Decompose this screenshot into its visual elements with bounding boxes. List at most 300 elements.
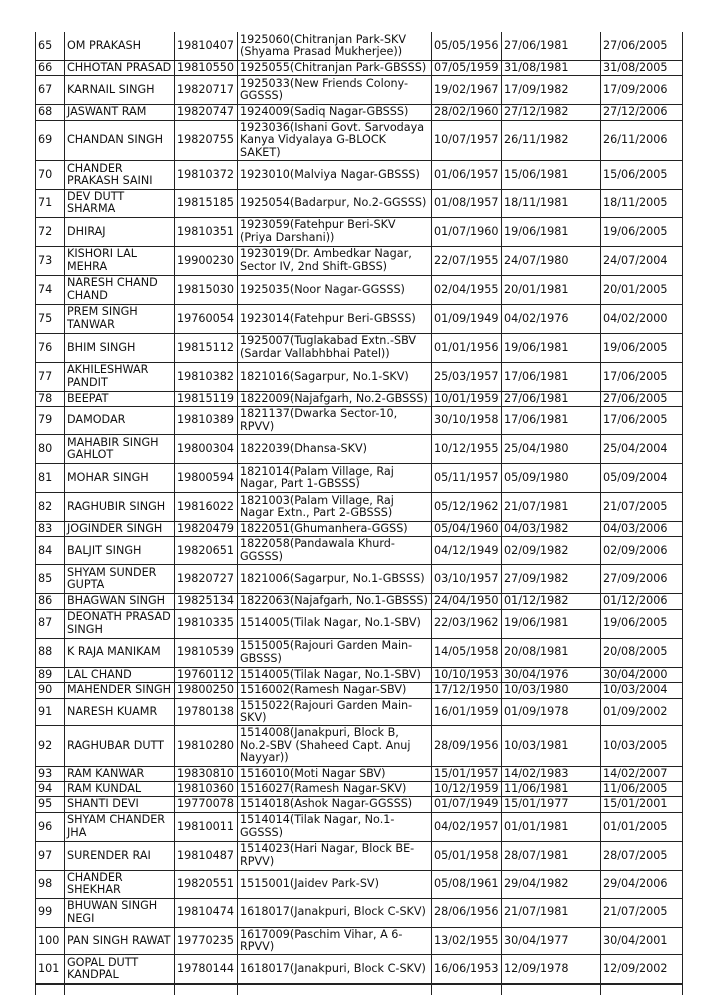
serial-number-cell: 70 [36, 161, 65, 190]
date-of-birth-cell: 14/05/1958 [432, 638, 502, 667]
date-of-joining-cell: 01/09/1978 [502, 698, 601, 726]
date-of-birth-cell: 10/10/1953 [432, 667, 502, 682]
date-of-completion-cell: 19/06/2005 [601, 609, 683, 638]
table-row [36, 217, 683, 246]
table-row [36, 955, 683, 985]
table-row [36, 161, 683, 190]
school-name-cell: 1925007(Tuglakabad Extn.-SBV (Sardar Vallabhbhai Patel)) [238, 333, 432, 362]
employee-name-cell: RAM KUNDAL [65, 781, 175, 796]
serial-number-cell: 101 [36, 955, 65, 985]
table-row [36, 464, 683, 493]
table-row [36, 537, 683, 565]
date-of-joining-cell: 21/07/1981 [502, 493, 601, 522]
serial-number-cell: 84 [36, 537, 65, 565]
school-name-cell: 1923019(Dr. Ambedkar Nagar, Sector IV, 2nd Shift-GBSS) [238, 246, 432, 275]
table-row [36, 120, 683, 160]
employee-name-cell: MAHENDER SINGH [65, 683, 175, 698]
document-page [35, 32, 682, 995]
employee-name-cell: CHANDER PRAKASH SAINI [65, 161, 175, 190]
school-name-cell: 1822009(Najafgarh, No.2-GBSSS) [238, 391, 432, 406]
date-of-completion-cell: 29/04/2006 [601, 870, 683, 898]
date-of-completion-cell: 30/04/2000 [601, 667, 683, 682]
date-of-completion-cell: 04/03/2006 [601, 522, 683, 537]
school-name-cell: 1514008(Janakpuri, Block B, No.2-SBV (Shaheed Capt. Anuj Nayyar)) [238, 726, 432, 766]
date-of-birth-cell: 10/12/1955 [432, 435, 502, 464]
employee-id-cell: 19820651 [175, 537, 238, 565]
date-of-completion-cell: 18/11/2005 [601, 190, 683, 218]
date-of-joining-cell: 28/07/1981 [502, 841, 601, 870]
school-name-cell: 1516027(Ramesh Nagar-SKV) [238, 781, 432, 796]
empty-cell [502, 984, 601, 995]
table-row [36, 493, 683, 522]
employee-name-cell: CHHOTAN PRASAD [65, 61, 175, 76]
date-of-joining-cell: 19/06/1981 [502, 609, 601, 638]
school-name-cell: 1822039(Dhansa-SKV) [238, 435, 432, 464]
serial-number-cell: 87 [36, 609, 65, 638]
serial-number-cell: 75 [36, 304, 65, 333]
employee-name-cell: DEV DUTT SHARMA [65, 190, 175, 218]
employee-name-cell: MAHABIR SINGH GAHLOT [65, 435, 175, 464]
employee-id-cell: 19820727 [175, 565, 238, 594]
employee-name-cell: LAL CHAND [65, 667, 175, 682]
table-row [36, 304, 683, 333]
employee-name-cell: KARNAIL SINGH [65, 76, 175, 105]
date-of-joining-cell: 01/01/1981 [502, 812, 601, 841]
employee-id-cell: 19825134 [175, 594, 238, 609]
table-row [36, 565, 683, 594]
date-of-birth-cell: 25/03/1957 [432, 362, 502, 391]
school-name-cell: 1514018(Ashok Nagar-GGSSS) [238, 797, 432, 812]
table-row [36, 61, 683, 76]
date-of-birth-cell: 30/10/1958 [432, 407, 502, 435]
school-name-cell: 1821137(Dwarka Sector-10, RPVV) [238, 407, 432, 435]
date-of-completion-cell: 19/06/2005 [601, 333, 683, 362]
serial-number-cell: 82 [36, 493, 65, 522]
table-row [36, 898, 683, 927]
employee-id-cell: 19810382 [175, 362, 238, 391]
school-name-cell: 1821006(Sagarpur, No.1-GBSSS) [238, 565, 432, 594]
date-of-joining-cell: 02/09/1982 [502, 537, 601, 565]
school-name-cell: 1516010(Moti Nagar SBV) [238, 766, 432, 781]
date-of-completion-cell: 19/06/2005 [601, 217, 683, 246]
school-name-cell: 1821016(Sagarpur, No.1-SKV) [238, 362, 432, 391]
date-of-birth-cell: 05/08/1961 [432, 870, 502, 898]
date-of-completion-cell: 01/01/2005 [601, 812, 683, 841]
table-row [36, 246, 683, 275]
school-name-cell: 1925060(Chitranjan Park-SKV (Shyama Prasad Mukherjee)) [238, 32, 432, 61]
date-of-joining-cell: 04/02/1976 [502, 304, 601, 333]
school-name-cell: 1618017(Janakpuri, Block C-SKV) [238, 955, 432, 985]
date-of-completion-cell: 24/07/2004 [601, 246, 683, 275]
employee-name-cell: K RAJA MANIKAM [65, 638, 175, 667]
employee-name-cell: BALJIT SINGH [65, 537, 175, 565]
date-of-joining-cell: 11/06/1981 [502, 781, 601, 796]
date-of-completion-cell: 14/02/2007 [601, 766, 683, 781]
serial-number-cell: 71 [36, 190, 65, 218]
date-of-joining-cell: 05/09/1980 [502, 464, 601, 493]
date-of-joining-cell: 31/08/1981 [502, 61, 601, 76]
date-of-birth-cell: 13/02/1955 [432, 927, 502, 955]
table-row [36, 667, 683, 682]
date-of-birth-cell: 05/04/1960 [432, 522, 502, 537]
date-of-joining-cell: 21/07/1981 [502, 898, 601, 927]
employee-name-cell: MOHAR SINGH [65, 464, 175, 493]
date-of-completion-cell: 30/04/2001 [601, 927, 683, 955]
employee-name-cell: CHANDER SHEKHAR [65, 870, 175, 898]
date-of-birth-cell: 15/01/1957 [432, 766, 502, 781]
serial-number-cell: 69 [36, 120, 65, 160]
date-of-joining-cell: 20/08/1981 [502, 638, 601, 667]
school-name-cell: 1925055(Chitranjan Park-GBSSS) [238, 61, 432, 76]
employee-id-cell: 19815030 [175, 275, 238, 304]
employee-name-cell: NARESH KUAMR [65, 698, 175, 726]
date-of-joining-cell: 29/04/1982 [502, 870, 601, 898]
employee-name-cell: DEONATH PRASAD SINGH [65, 609, 175, 638]
date-of-birth-cell: 02/04/1955 [432, 275, 502, 304]
date-of-joining-cell: 18/11/1981 [502, 190, 601, 218]
employee-name-cell: SHYAM CHANDER JHA [65, 812, 175, 841]
table-row [36, 435, 683, 464]
serial-number-cell: 81 [36, 464, 65, 493]
date-of-completion-cell: 15/01/2001 [601, 797, 683, 812]
employee-id-cell: 19810550 [175, 61, 238, 76]
school-name-cell: 1821014(Palam Village, Raj Nagar, Part 1-GBSSS) [238, 464, 432, 493]
date-of-birth-cell: 05/01/1958 [432, 841, 502, 870]
employee-name-cell: NARESH CHAND CHAND [65, 275, 175, 304]
date-of-birth-cell: 10/01/1959 [432, 391, 502, 406]
table-row [36, 275, 683, 304]
serial-number-cell: 72 [36, 217, 65, 246]
employee-name-cell: OM PRAKASH [65, 32, 175, 61]
date-of-completion-cell: 11/06/2005 [601, 781, 683, 796]
date-of-completion-cell: 26/11/2006 [601, 120, 683, 160]
employee-name-cell: KISHORI LAL MEHRA [65, 246, 175, 275]
date-of-joining-cell: 27/06/1981 [502, 391, 601, 406]
date-of-birth-cell: 05/12/1962 [432, 493, 502, 522]
employee-id-cell: 19800594 [175, 464, 238, 493]
serial-number-cell: 97 [36, 841, 65, 870]
date-of-birth-cell: 01/09/1949 [432, 304, 502, 333]
table-row [36, 870, 683, 898]
table-row [36, 609, 683, 638]
date-of-birth-cell: 07/05/1959 [432, 61, 502, 76]
date-of-joining-cell: 04/03/1982 [502, 522, 601, 537]
serial-number-cell: 100 [36, 927, 65, 955]
employee-name-cell: BHIM SINGH [65, 333, 175, 362]
date-of-completion-cell: 27/09/2006 [601, 565, 683, 594]
employee-id-cell: 19810539 [175, 638, 238, 667]
date-of-joining-cell: 19/06/1981 [502, 333, 601, 362]
serial-number-cell: 99 [36, 898, 65, 927]
date-of-completion-cell: 27/06/2005 [601, 32, 683, 61]
school-name-cell: 1923010(Malviya Nagar-GBSSS) [238, 161, 432, 190]
school-name-cell: 1925035(Noor Nagar-GGSSS) [238, 275, 432, 304]
school-name-cell: 1924009(Sadiq Nagar-GBSSS) [238, 105, 432, 120]
date-of-completion-cell: 04/02/2000 [601, 304, 683, 333]
school-name-cell: 1822051(Ghumanhera-GGSS) [238, 522, 432, 537]
date-of-joining-cell: 17/06/1981 [502, 362, 601, 391]
school-name-cell: 1821003(Palam Village, Raj Nagar Extn., Part 2-GBSSS) [238, 493, 432, 522]
date-of-joining-cell: 14/02/1983 [502, 766, 601, 781]
employee-id-cell: 19820479 [175, 522, 238, 537]
serial-number-cell: 68 [36, 105, 65, 120]
employee-id-cell: 19770078 [175, 797, 238, 812]
employee-id-cell: 19800304 [175, 435, 238, 464]
date-of-joining-cell: 27/06/1981 [502, 32, 601, 61]
employee-id-cell: 19810351 [175, 217, 238, 246]
empty-cell [65, 984, 175, 995]
employee-name-cell: JOGINDER SINGH [65, 522, 175, 537]
date-of-joining-cell: 20/01/1981 [502, 275, 601, 304]
serial-number-cell: 74 [36, 275, 65, 304]
date-of-birth-cell: 01/01/1956 [432, 333, 502, 362]
date-of-birth-cell: 22/03/1962 [432, 609, 502, 638]
employee-name-cell: GOPAL DUTT KANDPAL [65, 955, 175, 985]
table-row [36, 927, 683, 955]
serial-number-cell: 95 [36, 797, 65, 812]
employee-name-cell: SHYAM SUNDER GUPTA [65, 565, 175, 594]
date-of-completion-cell: 05/09/2004 [601, 464, 683, 493]
employee-id-cell: 19900230 [175, 246, 238, 275]
date-of-birth-cell: 05/05/1956 [432, 32, 502, 61]
employee-name-cell: AKHILESHWAR PANDIT [65, 362, 175, 391]
school-name-cell: 1923014(Fatehpur Beri-GBSSS) [238, 304, 432, 333]
date-of-birth-cell: 19/02/1967 [432, 76, 502, 105]
date-of-joining-cell: 12/09/1978 [502, 955, 601, 985]
empty-cell [238, 984, 432, 995]
date-of-completion-cell: 17/09/2006 [601, 76, 683, 105]
date-of-birth-cell: 01/07/1949 [432, 797, 502, 812]
date-of-joining-cell: 01/12/1982 [502, 594, 601, 609]
employee-name-cell: DHIRAJ [65, 217, 175, 246]
employee-id-cell: 19830810 [175, 766, 238, 781]
school-name-cell: 1617009(Paschim Vihar, A 6-RPVV) [238, 927, 432, 955]
serial-number-cell: 88 [36, 638, 65, 667]
table-row [36, 333, 683, 362]
date-of-completion-cell: 10/03/2005 [601, 726, 683, 766]
employee-name-cell: DAMODAR [65, 407, 175, 435]
employee-id-cell: 19810487 [175, 841, 238, 870]
employee-id-cell: 19820551 [175, 870, 238, 898]
date-of-joining-cell: 24/07/1980 [502, 246, 601, 275]
employee-table [35, 32, 683, 995]
school-name-cell: 1515001(Jaidev Park-SV) [238, 870, 432, 898]
date-of-completion-cell: 28/07/2005 [601, 841, 683, 870]
school-name-cell: 1923036(Ishani Govt. Sarvodaya Kanya Vidyalaya G-BLOCK SAKET) [238, 120, 432, 160]
school-name-cell: 1515022(Rajouri Garden Main-SKV) [238, 698, 432, 726]
serial-number-cell: 65 [36, 32, 65, 61]
employee-id-cell: 19816022 [175, 493, 238, 522]
school-name-cell: 1618017(Janakpuri, Block C-SKV) [238, 898, 432, 927]
employee-id-cell: 19760054 [175, 304, 238, 333]
serial-number-cell: 67 [36, 76, 65, 105]
table-row-continuation [36, 984, 683, 995]
date-of-birth-cell: 01/06/1957 [432, 161, 502, 190]
table-row [36, 391, 683, 406]
employee-id-cell: 19815112 [175, 333, 238, 362]
date-of-birth-cell: 16/01/1959 [432, 698, 502, 726]
employee-id-cell: 19780144 [175, 955, 238, 985]
school-name-cell: 1514005(Tilak Nagar, No.1-SBV) [238, 667, 432, 682]
table-row [36, 726, 683, 766]
employee-id-cell: 19800250 [175, 683, 238, 698]
date-of-birth-cell: 17/12/1950 [432, 683, 502, 698]
serial-number-cell: 93 [36, 766, 65, 781]
employee-id-cell: 19815119 [175, 391, 238, 406]
table-row [36, 812, 683, 841]
employee-id-cell: 19810280 [175, 726, 238, 766]
serial-number-cell: 76 [36, 333, 65, 362]
serial-number-cell: 90 [36, 683, 65, 698]
date-of-completion-cell: 17/06/2005 [601, 362, 683, 391]
serial-number-cell: 91 [36, 698, 65, 726]
date-of-joining-cell: 19/06/1981 [502, 217, 601, 246]
date-of-completion-cell: 01/12/2006 [601, 594, 683, 609]
school-name-cell: 1925033(New Friends Colony-GGSSS) [238, 76, 432, 105]
serial-number-cell: 77 [36, 362, 65, 391]
date-of-completion-cell: 02/09/2006 [601, 537, 683, 565]
table-row [36, 698, 683, 726]
empty-cell [601, 984, 683, 995]
date-of-completion-cell: 21/07/2005 [601, 493, 683, 522]
employee-id-cell: 19810335 [175, 609, 238, 638]
table-row [36, 362, 683, 391]
school-name-cell: 1516002(Ramesh Nagar-SBV) [238, 683, 432, 698]
date-of-joining-cell: 26/11/1982 [502, 120, 601, 160]
date-of-completion-cell: 27/12/2006 [601, 105, 683, 120]
school-name-cell: 1515005(Rajouri Garden Main-GBSSS) [238, 638, 432, 667]
date-of-birth-cell: 03/10/1957 [432, 565, 502, 594]
date-of-joining-cell: 30/04/1977 [502, 927, 601, 955]
employee-name-cell: BHUWAN SINGH NEGI [65, 898, 175, 927]
serial-number-cell: 79 [36, 407, 65, 435]
employee-name-cell: RAM KANWAR [65, 766, 175, 781]
date-of-completion-cell: 15/06/2005 [601, 161, 683, 190]
date-of-joining-cell: 10/03/1980 [502, 683, 601, 698]
employee-id-cell: 19820747 [175, 105, 238, 120]
school-name-cell: 1514014(Tilak Nagar, No.1-GGSSS) [238, 812, 432, 841]
school-name-cell: 1514005(Tilak Nagar, No.1-SBV) [238, 609, 432, 638]
date-of-birth-cell: 28/02/1960 [432, 105, 502, 120]
employee-id-cell: 19810407 [175, 32, 238, 61]
date-of-completion-cell: 31/08/2005 [601, 61, 683, 76]
employee-id-cell: 19760112 [175, 667, 238, 682]
table-row [36, 522, 683, 537]
date-of-joining-cell: 30/04/1976 [502, 667, 601, 682]
serial-number-cell: 92 [36, 726, 65, 766]
date-of-completion-cell: 12/09/2002 [601, 955, 683, 985]
date-of-joining-cell: 25/04/1980 [502, 435, 601, 464]
employee-name-cell: PAN SINGH RAWAT [65, 927, 175, 955]
employee-name-cell: SURENDER RAI [65, 841, 175, 870]
school-name-cell: 1925054(Badarpur, No.2-GGSSS) [238, 190, 432, 218]
table-row [36, 638, 683, 667]
employee-id-cell: 19810389 [175, 407, 238, 435]
employee-id-cell: 19810474 [175, 898, 238, 927]
date-of-completion-cell: 17/06/2005 [601, 407, 683, 435]
date-of-joining-cell: 27/09/1982 [502, 565, 601, 594]
date-of-birth-cell: 01/08/1957 [432, 190, 502, 218]
serial-number-cell: 98 [36, 870, 65, 898]
date-of-completion-cell: 10/03/2004 [601, 683, 683, 698]
employee-name-cell: BEEPAT [65, 391, 175, 406]
employee-id-cell: 19810011 [175, 812, 238, 841]
employee-name-cell: RAGHUBIR SINGH [65, 493, 175, 522]
serial-number-cell: 89 [36, 667, 65, 682]
employee-id-cell: 19820755 [175, 120, 238, 160]
date-of-completion-cell: 01/09/2002 [601, 698, 683, 726]
date-of-completion-cell: 21/07/2005 [601, 898, 683, 927]
serial-number-cell: 85 [36, 565, 65, 594]
date-of-completion-cell: 20/01/2005 [601, 275, 683, 304]
date-of-completion-cell: 20/08/2005 [601, 638, 683, 667]
table-row [36, 76, 683, 105]
table-row [36, 781, 683, 796]
date-of-birth-cell: 28/06/1956 [432, 898, 502, 927]
employee-name-cell: CHANDAN SINGH [65, 120, 175, 160]
table-row [36, 683, 683, 698]
date-of-birth-cell: 24/04/1950 [432, 594, 502, 609]
serial-number-cell: 73 [36, 246, 65, 275]
table-row [36, 190, 683, 218]
employee-id-cell: 19780138 [175, 698, 238, 726]
table-row [36, 105, 683, 120]
school-name-cell: 1822063(Najafgarh, No.1-GBSSS) [238, 594, 432, 609]
empty-cell [36, 984, 65, 995]
employee-id-cell: 19770235 [175, 927, 238, 955]
serial-number-cell: 96 [36, 812, 65, 841]
date-of-joining-cell: 15/01/1977 [502, 797, 601, 812]
date-of-birth-cell: 16/06/1953 [432, 955, 502, 985]
serial-number-cell: 80 [36, 435, 65, 464]
date-of-birth-cell: 05/11/1957 [432, 464, 502, 493]
empty-cell [432, 984, 502, 995]
date-of-birth-cell: 10/12/1959 [432, 781, 502, 796]
table-row [36, 797, 683, 812]
date-of-birth-cell: 22/07/1955 [432, 246, 502, 275]
employee-name-cell: SHANTI DEVI [65, 797, 175, 812]
employee-id-cell: 19810360 [175, 781, 238, 796]
empty-cell [175, 984, 238, 995]
school-name-cell: 1514023(Hari Nagar, Block BE-RPVV) [238, 841, 432, 870]
serial-number-cell: 66 [36, 61, 65, 76]
table-body [36, 32, 683, 995]
employee-name-cell: RAGHUBAR DUTT [65, 726, 175, 766]
date-of-completion-cell: 27/06/2005 [601, 391, 683, 406]
date-of-birth-cell: 28/09/1956 [432, 726, 502, 766]
date-of-joining-cell: 10/03/1981 [502, 726, 601, 766]
employee-name-cell: BHAGWAN SINGH [65, 594, 175, 609]
date-of-birth-cell: 04/12/1949 [432, 537, 502, 565]
employee-name-cell: JASWANT RAM [65, 105, 175, 120]
table-row [36, 32, 683, 61]
date-of-joining-cell: 17/06/1981 [502, 407, 601, 435]
table-row [36, 766, 683, 781]
employee-name-cell: PREM SINGH TANWAR [65, 304, 175, 333]
date-of-birth-cell: 01/07/1960 [432, 217, 502, 246]
employee-id-cell: 19820717 [175, 76, 238, 105]
table-row [36, 841, 683, 870]
employee-id-cell: 19810372 [175, 161, 238, 190]
date-of-birth-cell: 04/02/1957 [432, 812, 502, 841]
table-row [36, 407, 683, 435]
date-of-birth-cell: 10/07/1957 [432, 120, 502, 160]
table-row [36, 594, 683, 609]
serial-number-cell: 94 [36, 781, 65, 796]
employee-id-cell: 19815185 [175, 190, 238, 218]
date-of-joining-cell: 27/12/1982 [502, 105, 601, 120]
school-name-cell: 1822058(Pandawala Khurd-GGSSS) [238, 537, 432, 565]
